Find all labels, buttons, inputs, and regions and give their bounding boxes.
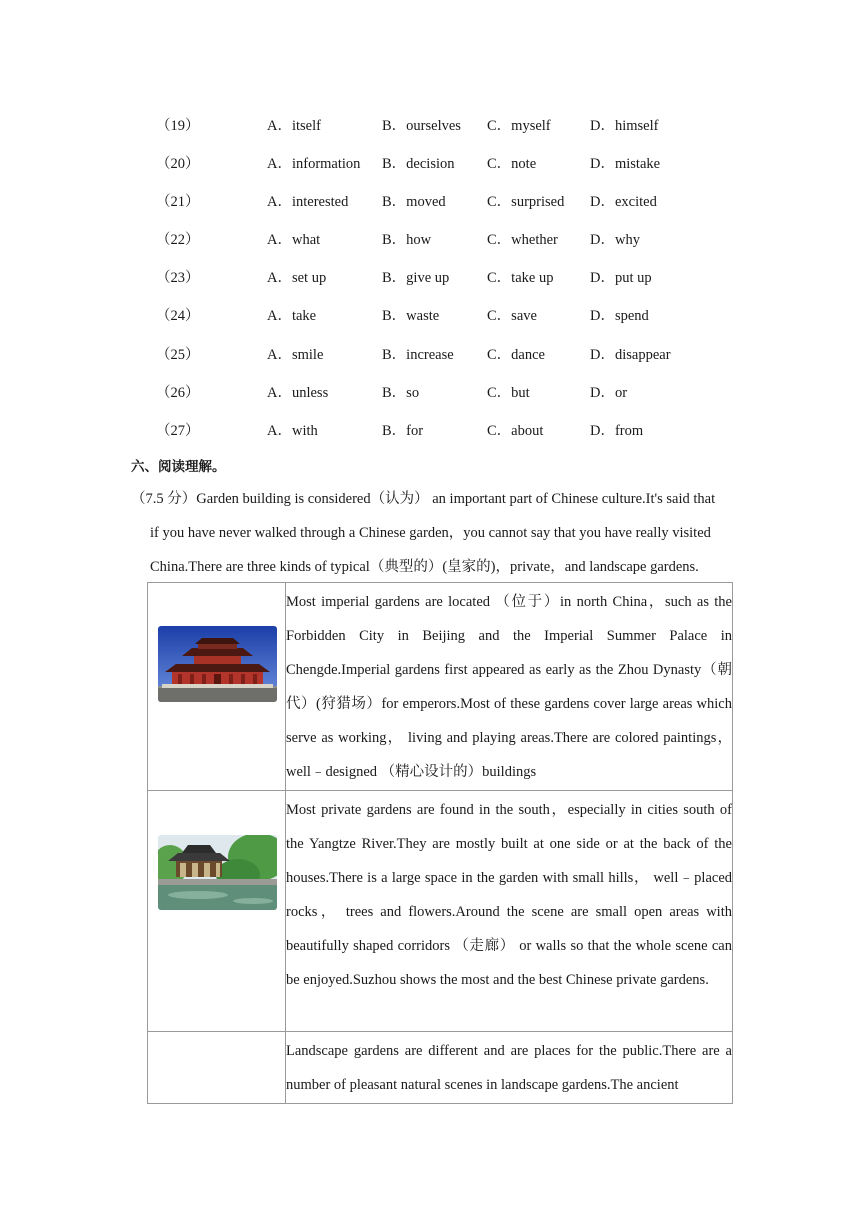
option-a: A．unless [267, 384, 329, 401]
option-d: D．spend [590, 308, 649, 325]
option-c: C．surprised [487, 194, 565, 211]
image-cell [148, 583, 286, 791]
option-row [0, 144, 860, 182]
question-number: （22） [156, 232, 200, 249]
gardens-table [147, 582, 733, 1104]
option-c: C．take up [487, 270, 554, 287]
option-c: C．but [487, 384, 530, 401]
imperial-palace-image [158, 626, 277, 702]
section-title: 六、阅读理解。 [131, 459, 226, 475]
option-a: A．information [267, 156, 361, 173]
option-a: A．smile [267, 346, 324, 363]
passage-line: if you have never walked through a Chinese garden，you cannot say that you have really visited [150, 525, 711, 541]
option-c: C．myself [487, 118, 551, 134]
passage-line: China.There are three kinds of typical（典型的）(皇家的)，private，and landscape gardens. [150, 559, 699, 575]
option-row [0, 106, 860, 144]
option-c: C．whether [487, 232, 558, 249]
option-b: B．for [382, 422, 424, 439]
table-row [148, 583, 733, 791]
private-garden-picture [158, 835, 277, 910]
garden-description: Most imperial gardens are located （位于）in north China，such as the Forbidden City in Beijing and the Imperial Summer Palace in Chengde.Imperial gardens first appeared as early as the Zhou Dynasty（朝代）(狩猎场）for emperors.Most of these gardens cover large areas which serve as working， living and playing areas.There are colored paintings，well﹣designed （精心设计的）buildings [286, 594, 732, 780]
landscape-gardens-text [286, 1032, 733, 1104]
option-d: D．disappear [590, 346, 671, 363]
question-number: （23） [156, 270, 200, 287]
imperial-palace-picture [158, 626, 277, 702]
passage-line: （7.5 分）Garden building is considered（认为） an important part of Chinese culture.It's said that [131, 491, 716, 507]
private-gardens-text [286, 791, 733, 1032]
question-number: （19） [156, 118, 200, 134]
option-d: D．put up [590, 270, 652, 287]
option-d: D．or [590, 384, 628, 401]
table-row [148, 791, 733, 1032]
option-a: A．with [267, 422, 318, 439]
answer-options-list [0, 106, 860, 449]
question-number: （21） [156, 194, 200, 211]
option-row [0, 220, 860, 258]
option-row [0, 411, 860, 449]
question-number: （27） [156, 422, 200, 439]
option-row [0, 373, 860, 411]
question-number: （26） [156, 384, 200, 401]
option-a: A．interested [267, 194, 349, 211]
image-cell [148, 791, 286, 1032]
option-d: D．mistake [590, 156, 661, 173]
option-a: A．take [267, 308, 317, 325]
question-number: （20） [156, 156, 200, 173]
option-b: B．waste [382, 308, 440, 325]
option-b: B．give up [382, 270, 450, 287]
imperial-gardens-text [286, 583, 733, 791]
option-row [0, 258, 860, 296]
option-row [0, 296, 860, 334]
image-cell [148, 1032, 286, 1104]
question-number: （25） [156, 346, 200, 363]
option-c: C．about [487, 422, 544, 439]
option-b: B．increase [382, 346, 454, 363]
garden-description: Most private gardens are found in the south，especially in cities south of the Yangtze River.They are mostly built at one side or at the back of the houses.There is a large space in the garden with small hills， well﹣placed rocks， trees and flowers.Around the scene are small open areas with beautifully shaped corridors （走廊） or walls so that the whole scene can be enjoyed.Suzhou shows the most and the best Chinese private gardens. [286, 802, 732, 988]
table-row [148, 1032, 733, 1104]
option-b: B．ourselves [382, 118, 461, 134]
option-c: C．note [487, 156, 537, 173]
option-b: B．so [382, 384, 420, 401]
option-b: B．moved [382, 194, 446, 211]
option-a: A．itself [267, 118, 321, 134]
option-d: D．himself [590, 118, 659, 134]
option-b: B．decision [382, 156, 455, 173]
reading-passage [131, 482, 733, 584]
option-a: A．what [267, 232, 321, 249]
question-number: （24） [156, 308, 200, 325]
private-garden-image [158, 835, 277, 910]
option-d: D．why [590, 232, 640, 249]
option-c: C．dance [487, 346, 545, 363]
option-d: D．excited [590, 194, 657, 211]
option-b: B．how [382, 232, 432, 249]
option-c: C．save [487, 308, 537, 325]
option-row [0, 182, 860, 220]
option-row [0, 335, 860, 373]
option-d: D．from [590, 422, 644, 439]
option-a: A．set up [267, 270, 327, 287]
garden-description: Landscape gardens are different and are places for the public.There are a number of pleasant natural scenes in landscape gardens.The ancient [286, 1043, 732, 1093]
